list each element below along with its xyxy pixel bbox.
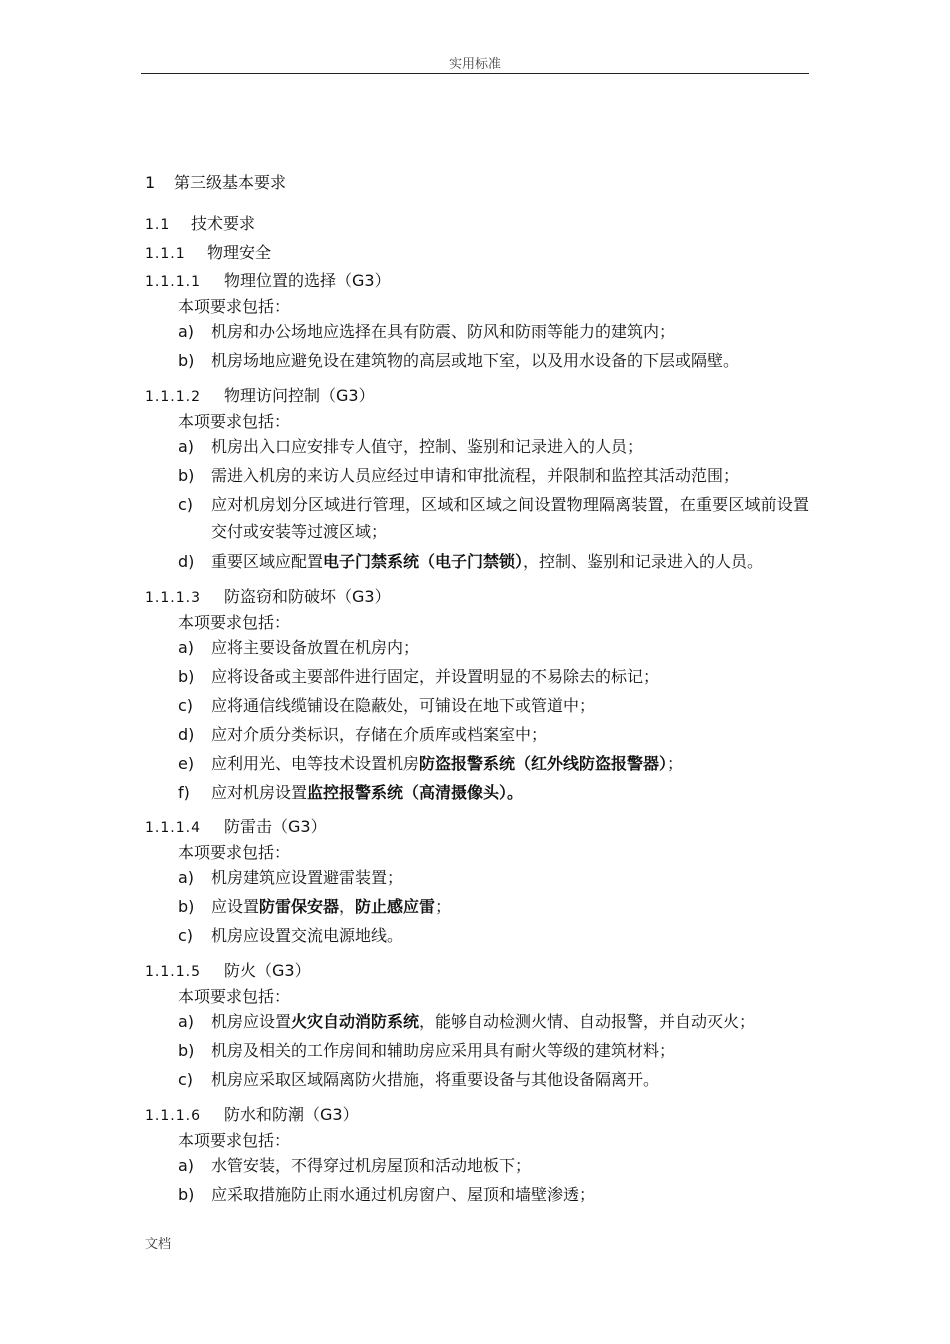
list-marker: e): [178, 754, 195, 773]
list-item: [178, 318, 675, 345]
clause-intro: 本项要求包括：: [178, 412, 291, 431]
page-header: 实用标准: [141, 56, 809, 74]
list-item: [178, 663, 659, 690]
section-heading: [145, 211, 255, 234]
list-marker: d): [178, 725, 195, 744]
list-item: [178, 1181, 595, 1208]
list-marker: c): [178, 926, 194, 945]
section-title: 技术要求: [191, 214, 256, 233]
list-text-pre: 应利用光、电等技术设置机房: [211, 754, 420, 773]
list-item: [178, 692, 595, 719]
clause-heading: [145, 383, 375, 406]
clause-number: 1.1.1.2: [145, 389, 201, 405]
list-marker: a): [178, 868, 195, 887]
clause-number: 1.1.1.6: [145, 1108, 201, 1124]
list-marker: c): [178, 1070, 194, 1089]
clause-title: 防水和防潮（G3）: [224, 1105, 359, 1124]
clause-title: 防盗窃和防破坏（G3）: [224, 587, 391, 606]
list-text: 机房和办公场地应选择在具有防震、防风和防雨等能力的建筑内；: [211, 322, 676, 341]
section-number: 1.1: [145, 217, 171, 233]
clause-title: 物理位置的选择（G3）: [224, 271, 391, 290]
clause-intro: 本项要求包括：: [178, 613, 291, 632]
list-text: 需进入机房的来访人员应经过申请和审批流程，并限制和监控其活动范围；: [211, 466, 740, 485]
list-item: [178, 1152, 531, 1179]
clause-number: 1.1.1.1: [145, 274, 201, 290]
list-marker: a): [178, 1012, 195, 1031]
list-marker: b): [178, 351, 195, 370]
list-text-pre: 应设置: [211, 897, 260, 916]
list-text: 应对机房划分区域进行管理，区域和区域之间设置物理隔离装置，在重要区域前设置交付或安装等过渡区域；: [211, 495, 809, 541]
clause-intro: 本项要求包括：: [178, 1131, 291, 1150]
list-text-bold: 防止感应雷: [355, 897, 436, 916]
list-marker: c): [178, 696, 194, 715]
list-text: 机房及相关的工作房间和辅助房应采用具有耐火等级的建筑材料；: [211, 1041, 676, 1060]
clause-title: 物理访问控制（G3）: [224, 386, 375, 405]
list-item: [178, 779, 523, 806]
list-text-mid: ，: [339, 897, 356, 916]
list-text: 水管安装，不得穿过机房屋顶和活动地板下；: [211, 1156, 532, 1175]
list-item: [178, 491, 810, 545]
list-marker: a): [178, 1156, 195, 1175]
list-marker: b): [178, 466, 195, 485]
list-item: [178, 721, 547, 748]
list-marker: c): [178, 495, 194, 514]
clause-intro: 本项要求包括：: [178, 297, 291, 316]
chapter-heading: [145, 170, 286, 193]
list-item: [178, 1066, 659, 1093]
list-item: [178, 893, 451, 920]
list-text-bold: 电子门禁系统（电子门禁锁）: [323, 552, 524, 571]
list-item: [178, 548, 763, 575]
list-item: [178, 347, 739, 374]
list-text-bold: 防盗报警系统（红外线防盗报警器）: [419, 754, 668, 773]
list-marker: b): [178, 1041, 195, 1060]
list-item: [178, 462, 739, 489]
list-marker: b): [178, 1185, 195, 1204]
list-text: 应将通信线缆铺设在隐蔽处，可铺设在地下或管道中；: [211, 696, 596, 715]
list-text-post: ，能够自动检测火情、自动报警，并自动灭火；: [419, 1012, 756, 1031]
list-item: [178, 634, 419, 661]
list-text-pre: 应对机房设置: [211, 783, 308, 802]
list-text: 应将设备或主要部件进行固定，并设置明显的不易除去的标记；: [211, 667, 660, 686]
list-marker: b): [178, 667, 195, 686]
list-marker: b): [178, 897, 195, 916]
clause-heading: [145, 1102, 359, 1125]
list-text: 机房应设置交流电源地线。: [211, 926, 404, 945]
clause-intro: 本项要求包括：: [178, 987, 291, 1006]
list-text-bold: 防雷保安器: [259, 897, 340, 916]
list-marker: f): [178, 783, 190, 802]
clause-number: 1.1.1.3: [145, 590, 201, 606]
clause-heading: [145, 268, 391, 291]
clause-heading: [145, 958, 311, 981]
subsection-number: 1.1.1: [145, 246, 186, 262]
subsection-heading: [145, 240, 271, 263]
list-text-post: ；: [435, 897, 452, 916]
clause-number: 1.1.1.5: [145, 964, 201, 980]
list-text-bold: 火灾自动消防系统: [291, 1012, 420, 1031]
page-footer: 文档: [145, 1237, 172, 1252]
list-item: [178, 1037, 675, 1064]
list-item: [178, 433, 643, 460]
list-marker: d): [178, 552, 195, 571]
clause-heading: [145, 814, 327, 837]
list-item: [178, 750, 683, 777]
list-text: 机房建筑应设置避雷装置；: [211, 868, 404, 887]
list-item: [178, 922, 403, 949]
list-text: 应对介质分类标识，存储在介质库或档案室中；: [211, 725, 548, 744]
list-item: [178, 1008, 755, 1035]
chapter-title: 第三级基本要求: [174, 173, 287, 192]
clause-title: 防火（G3）: [224, 961, 311, 980]
list-marker: a): [178, 437, 195, 456]
clause-heading: [145, 584, 391, 607]
list-text: 应采取措施防止雨水通过机房窗户、屋顶和墙壁渗透；: [211, 1185, 596, 1204]
list-text-post: ，控制、鉴别和记录进入的人员。: [523, 552, 764, 571]
list-text: 应将主要设备放置在机房内；: [211, 638, 420, 657]
list-marker: a): [178, 638, 195, 657]
list-text-pre: 重要区域应配置: [211, 552, 324, 571]
list-text-post: ；: [667, 754, 684, 773]
list-marker: a): [178, 322, 195, 341]
list-text: 机房出入口应安排专人值守，控制、鉴别和记录进入的人员；: [211, 437, 644, 456]
chapter-number: 1: [145, 173, 156, 192]
list-text-pre: 机房应设置: [211, 1012, 292, 1031]
list-item: [178, 864, 403, 891]
list-text-bold: 监控报警系统（高清摄像头）。: [307, 783, 524, 802]
clause-title: 防雷击（G3）: [224, 817, 327, 836]
subsection-title: 物理安全: [207, 243, 272, 262]
clause-number: 1.1.1.4: [145, 820, 201, 836]
clause-intro: 本项要求包括：: [178, 843, 291, 862]
list-text: 机房应采取区域隔离防火措施，将重要设备与其他设备隔离开。: [211, 1070, 660, 1089]
list-text: 机房场地应避免设在建筑物的高层或地下室，以及用水设备的下层或隔壁。: [211, 351, 740, 370]
